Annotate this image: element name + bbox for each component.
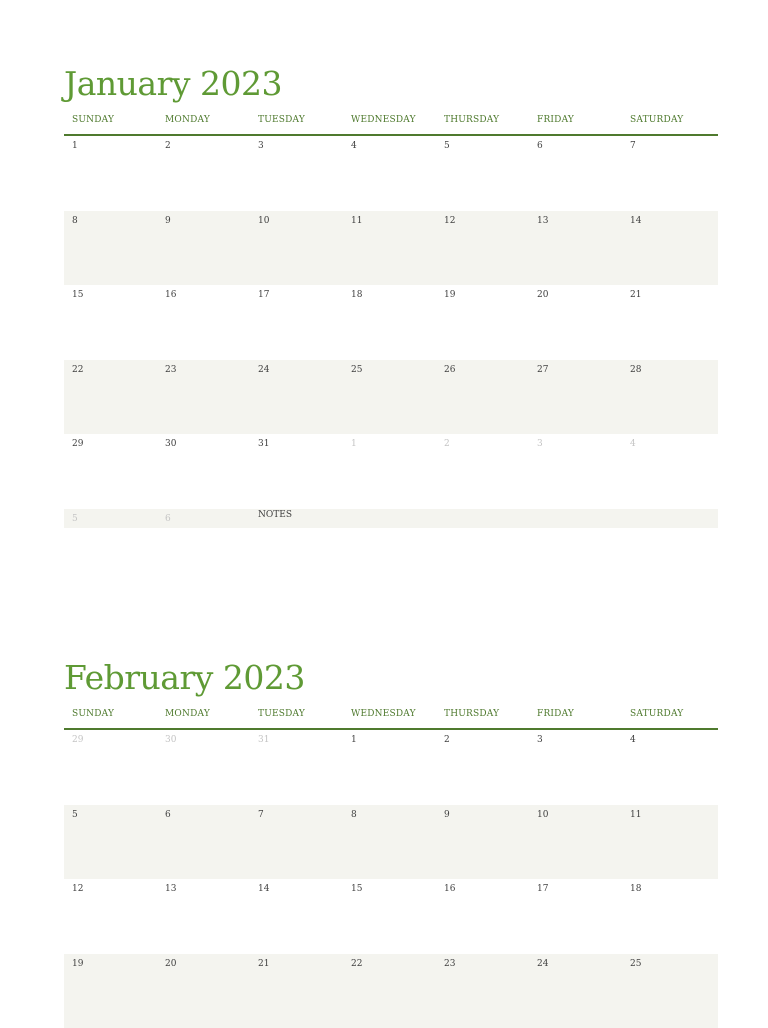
day-cell[interactable]: 8 (64, 211, 157, 286)
day-cell[interactable]: 14 (622, 211, 718, 286)
week-row (64, 805, 718, 880)
notes-row (64, 509, 718, 528)
weekday-label: MONDAY (157, 114, 250, 134)
week-row (64, 285, 718, 360)
day-cell[interactable]: 10 (250, 211, 343, 286)
calendar-february (64, 654, 718, 1028)
day-cell[interactable]: 18 (343, 285, 436, 360)
weekday-label: SATURDAY (622, 114, 718, 134)
day-cell[interactable]: 7 (250, 805, 343, 880)
day-cell[interactable]: 12 (64, 879, 157, 954)
day-cell[interactable]: 11 (343, 211, 436, 286)
week-row (64, 879, 718, 954)
weekday-label: WEDNESDAY (343, 114, 436, 134)
day-cell[interactable]: 30 (157, 434, 250, 509)
day-cell[interactable]: 25 (622, 954, 718, 1028)
weekday-label: THURSDAY (436, 708, 529, 728)
day-cell-other-month[interactable]: 31 (250, 730, 343, 805)
day-cell[interactable]: 13 (529, 211, 622, 286)
weekday-header-row (64, 114, 718, 136)
month-title: January 2023 (64, 60, 718, 108)
day-cell-other-month[interactable]: 6 (157, 509, 250, 528)
weekday-header-row (64, 708, 718, 730)
day-cell[interactable]: 13 (157, 879, 250, 954)
week-row (64, 136, 718, 211)
day-cell[interactable]: 20 (157, 954, 250, 1028)
day-cell[interactable]: 22 (64, 360, 157, 435)
day-cell-other-month[interactable]: 30 (157, 730, 250, 805)
day-cell[interactable]: 28 (622, 360, 718, 435)
day-cell[interactable]: 6 (157, 805, 250, 880)
week-row (64, 954, 718, 1028)
weekday-label: FRIDAY (529, 708, 622, 728)
day-cell[interactable]: 5 (64, 805, 157, 880)
day-cell[interactable]: 12 (436, 211, 529, 286)
day-cell[interactable]: 18 (622, 879, 718, 954)
day-cell[interactable]: 5 (436, 136, 529, 211)
day-cell[interactable]: 16 (436, 879, 529, 954)
weekday-label: TUESDAY (250, 708, 343, 728)
week-row (64, 730, 718, 805)
day-cell[interactable]: 15 (64, 285, 157, 360)
day-cell[interactable]: 10 (529, 805, 622, 880)
weekday-label: FRIDAY (529, 114, 622, 134)
day-cell-other-month[interactable]: 29 (64, 730, 157, 805)
weekday-label: WEDNESDAY (343, 708, 436, 728)
calendar-january (64, 60, 718, 528)
day-cell[interactable]: 3 (529, 730, 622, 805)
weekday-label: THURSDAY (436, 114, 529, 134)
day-cell[interactable]: 9 (436, 805, 529, 880)
day-cell-other-month[interactable]: 1 (343, 434, 436, 509)
weekday-label: SATURDAY (622, 708, 718, 728)
day-cell[interactable]: 7 (622, 136, 718, 211)
weekday-label: SUNDAY (64, 114, 157, 134)
day-cell[interactable]: 24 (529, 954, 622, 1028)
day-cell[interactable]: 4 (343, 136, 436, 211)
day-cell[interactable]: 2 (436, 730, 529, 805)
day-cell[interactable]: 17 (250, 285, 343, 360)
day-cell[interactable]: 3 (250, 136, 343, 211)
day-cell[interactable]: 25 (343, 360, 436, 435)
notes-label: NOTES (250, 509, 718, 528)
day-cell[interactable]: 15 (343, 879, 436, 954)
weekday-label: TUESDAY (250, 114, 343, 134)
day-cell[interactable]: 21 (622, 285, 718, 360)
week-row (64, 434, 718, 509)
day-cell[interactable]: 29 (64, 434, 157, 509)
day-cell[interactable]: 31 (250, 434, 343, 509)
day-cell[interactable]: 21 (250, 954, 343, 1028)
month-title: February 2023 (64, 654, 718, 702)
day-cell-other-month[interactable]: 5 (64, 509, 157, 528)
day-cell[interactable]: 19 (436, 285, 529, 360)
day-cell[interactable]: 1 (64, 136, 157, 211)
day-cell[interactable]: 14 (250, 879, 343, 954)
day-cell[interactable]: 17 (529, 879, 622, 954)
week-row (64, 360, 718, 435)
day-cell[interactable]: 11 (622, 805, 718, 880)
week-row (64, 211, 718, 286)
weekday-label: MONDAY (157, 708, 250, 728)
day-cell-other-month[interactable]: 4 (622, 434, 718, 509)
day-cell[interactable]: 26 (436, 360, 529, 435)
day-cell[interactable]: 20 (529, 285, 622, 360)
weekday-label: SUNDAY (64, 708, 157, 728)
day-cell[interactable]: 19 (64, 954, 157, 1028)
day-cell[interactable]: 24 (250, 360, 343, 435)
day-cell[interactable]: 16 (157, 285, 250, 360)
day-cell[interactable]: 23 (157, 360, 250, 435)
day-cell[interactable]: 8 (343, 805, 436, 880)
day-cell[interactable]: 23 (436, 954, 529, 1028)
day-cell[interactable]: 6 (529, 136, 622, 211)
day-cell[interactable]: 4 (622, 730, 718, 805)
day-cell-other-month[interactable]: 3 (529, 434, 622, 509)
day-cell[interactable]: 22 (343, 954, 436, 1028)
day-cell-other-month[interactable]: 2 (436, 434, 529, 509)
day-cell[interactable]: 2 (157, 136, 250, 211)
day-cell[interactable]: 9 (157, 211, 250, 286)
day-cell[interactable]: 1 (343, 730, 436, 805)
day-cell[interactable]: 27 (529, 360, 622, 435)
